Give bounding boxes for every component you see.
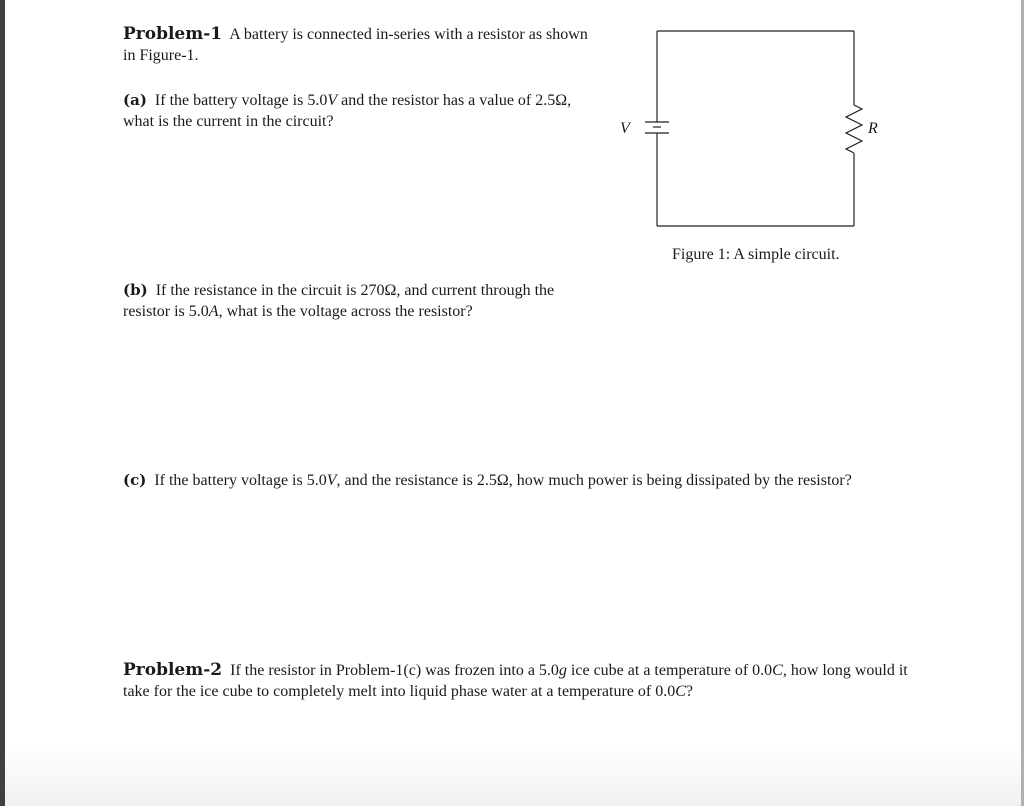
problem1-heading: Problem-1 bbox=[123, 24, 223, 44]
problem2-text-4: ? bbox=[685, 683, 694, 700]
part-a-text-2: and the resistor has a value of 2.5Ω, what is the current in the circuit? bbox=[123, 92, 572, 130]
part-c-text-2: , and the resistance is 2.5Ω, how much power is being dissipated by the resistor? bbox=[336, 472, 852, 489]
part-c-label: (c) bbox=[123, 471, 147, 489]
problem1-part-b bbox=[123, 280, 593, 322]
part-a-text-1: If the battery voltage is 5.0 bbox=[154, 92, 328, 109]
part-b-var-a: A bbox=[208, 303, 219, 320]
figure-caption: Figure 1: A simple circuit. bbox=[672, 246, 840, 263]
resistor-label: R bbox=[868, 120, 878, 137]
part-b-text-2: , what is the voltage across the resistor? bbox=[218, 303, 473, 320]
problem1-intro-text: A battery is connected in-series with a resistor as shown in Figure-1. bbox=[123, 26, 588, 64]
problem1-intro bbox=[123, 24, 593, 66]
problem2-var-g: g bbox=[558, 662, 567, 679]
problem2-heading: Problem-2 bbox=[123, 660, 223, 680]
problem2-text-2: ice cube at a temperature of 0.0 bbox=[566, 662, 773, 679]
problem2 bbox=[123, 660, 935, 702]
problem2-var-c1: C bbox=[772, 662, 783, 679]
part-a-var-v: V bbox=[327, 92, 338, 109]
problem2-var-c2: C bbox=[675, 683, 686, 700]
problem1-part-c bbox=[123, 470, 935, 491]
resistor-symbol bbox=[846, 105, 862, 153]
part-c-text-1: If the battery voltage is 5.0 bbox=[154, 472, 327, 489]
part-b-label: (b) bbox=[123, 281, 148, 299]
problem2-text-3: , how long would it take for the ice cube to completely melt into liquid phase water at a temperature of 0.0 bbox=[123, 662, 908, 700]
part-b-text-1: If the resistance in the circuit is 270Ω, and current through the resistor is 5.0 bbox=[123, 282, 555, 320]
part-c-var-v: V bbox=[326, 472, 337, 489]
circuit-diagram bbox=[612, 25, 902, 237]
part-a-label: (a) bbox=[123, 91, 147, 109]
problem1-part-a bbox=[123, 90, 593, 132]
problem2-text-1: If the resistor in Problem-1(c) was frozen into a 5.0 bbox=[230, 662, 559, 679]
battery-label: V bbox=[620, 120, 630, 137]
page-bottom-fade bbox=[5, 746, 1021, 806]
